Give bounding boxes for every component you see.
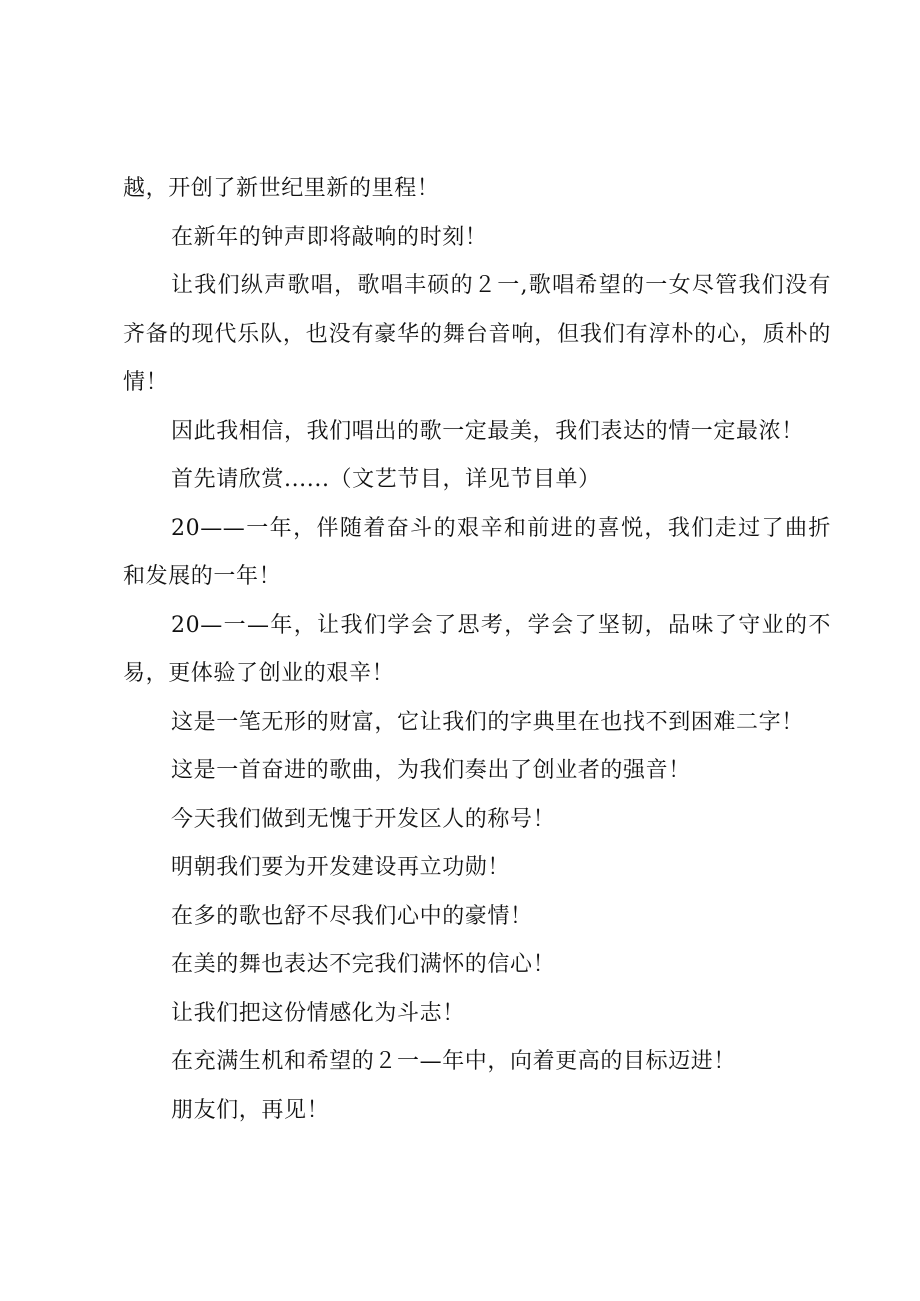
paragraph-7: 20—一—年，让我们学会了思考，学会了坚韧，品味了守业的不易，更体验了创业的艰辛！ — [123, 612, 831, 686]
paragraph-11: 明朝我们要为开发建设再立功勋！ — [171, 855, 511, 880]
paragraph-13: 在美的舞也表达不完我们满怀的信心！ — [171, 952, 556, 977]
paragraph-14: 让我们把这份情感化为斗志！ — [171, 1000, 465, 1026]
paragraph-16: 朋友们，再见！ — [171, 1097, 330, 1123]
paragraph-15: 在充满生机和希望的２一—年中，向着更高的目标迈进！ — [171, 1049, 737, 1074]
paragraph-2: 在新年的钟声即将敲响的时刻！ — [171, 224, 488, 250]
paragraph-5: 首先请欣赏......（文艺节目，详见节目单） — [171, 467, 601, 492]
paragraph-10: 今天我们做到无愧于开发区人的称号！ — [171, 806, 556, 832]
paragraph-12: 在多的歌也舒不尽我们心中的豪情！ — [171, 903, 533, 929]
paragraph-1: 越，开创了新世纪里新的里程！ — [123, 176, 440, 201]
paragraph-6: 20——一年，伴随着奋斗的艰辛和前进的喜悦，我们走过了曲折和发展的一年！ — [123, 515, 831, 589]
paragraph-3: 让我们纵声歌唱，歌唱丰硕的２一,歌唱希望的一女尽管我们没有齐备的现代乐队，也没有豪华的舞台音响，但我们有淳朴的心，质朴的情！ — [123, 273, 831, 395]
paragraph-4: 因此我相信，我们唱出的歌一定最美，我们表达的情一定最浓！ — [171, 418, 804, 444]
paragraph-8: 这是一笔无形的财富，它让我们的字典里在也找不到困难二字！ — [171, 709, 804, 735]
paragraph-9: 这是一首奋进的歌曲，为我们奏出了创业者的强音！ — [171, 758, 691, 783]
document-body — [123, 165, 831, 1135]
